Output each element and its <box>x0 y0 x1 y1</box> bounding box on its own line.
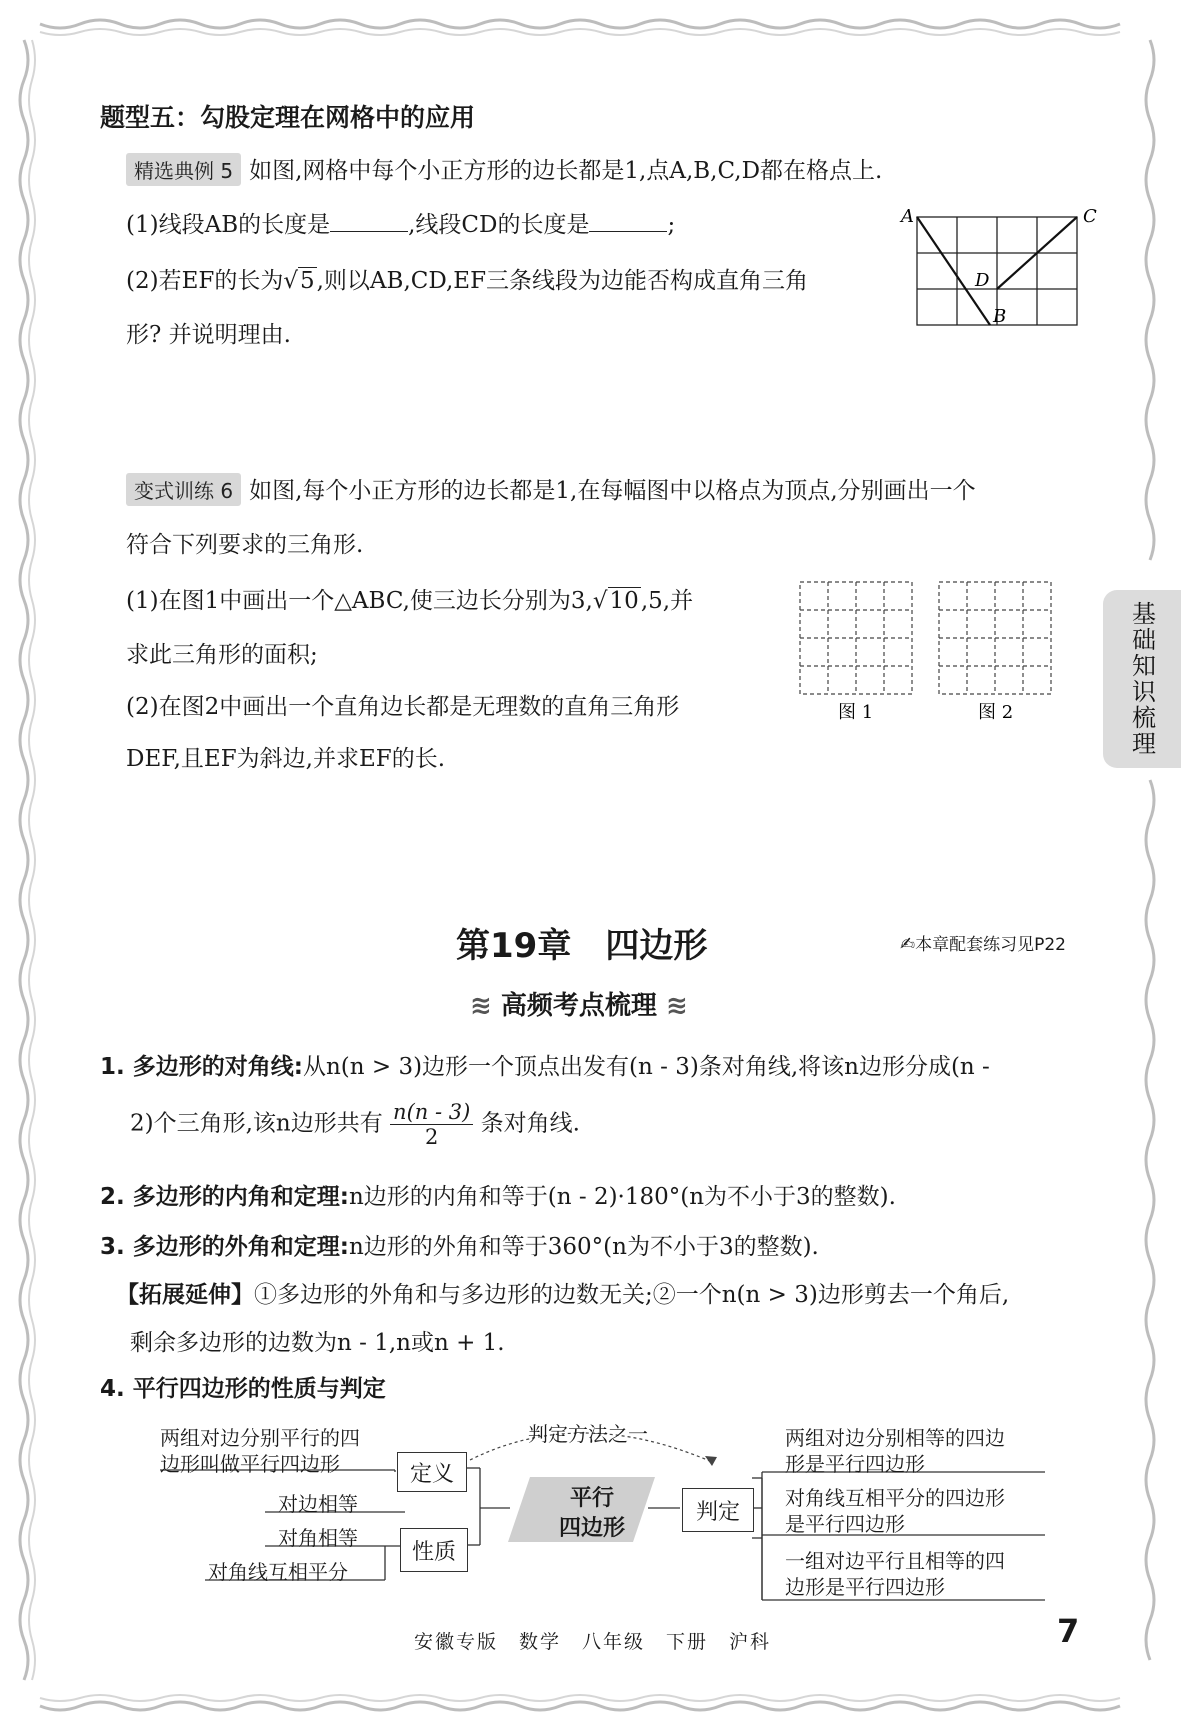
point-1-cont <box>130 1100 580 1149</box>
point-1-text-c: 条对角线. <box>480 1110 580 1137</box>
prop-text-1: 对边相等 <box>278 1492 358 1516</box>
point-3-text: n边形的外角和等于360°(n为不小于3的整数). <box>348 1234 819 1260</box>
question-2-cont: 形? 并说明理由. <box>126 322 291 348</box>
node-judgment[interactable]: 判定 <box>682 1488 754 1532</box>
diagonal-fraction <box>390 1100 473 1149</box>
subtitle-text: 高频考点梳理 <box>500 991 657 1021</box>
fig2-label: 图 2 <box>978 702 1014 723</box>
extension <box>116 1276 1009 1309</box>
footer-info: 安徽专版 数学 八年级 下册 沪科 <box>414 1631 772 1653</box>
grid-fig-1[interactable] <box>800 582 912 694</box>
wave-deco-icon: ≋ <box>470 991 492 1021</box>
q2-part-a: (2)若EF的长为 <box>126 268 284 294</box>
variant-part-1-cont: 求此三角形的面积; <box>126 642 318 668</box>
extension-head: 【拓展延伸】 <box>116 1282 254 1308</box>
judge-2-line-2: 是平行四边形 <box>785 1512 905 1536</box>
point-2 <box>100 1178 896 1211</box>
chapter-title: 第19章 四边形 <box>456 926 708 966</box>
example-line <box>126 152 882 186</box>
example-text: 如图,网格中每个小正方形的边长都是1,点A,B,C,D都在格点上. <box>249 158 883 184</box>
point-1-text-b: 2)个三角形,该n边形共有 <box>130 1110 383 1137</box>
q2-sqrt: 5 <box>299 268 315 294</box>
label-a: A <box>901 206 914 227</box>
point-4-head: 4. 平行四边形的性质与判定 <box>100 1376 386 1402</box>
judge-1-line-1: 两组对边分别相等的四边 <box>785 1426 1005 1450</box>
variant-text-1: 如图,每个小正方形的边长都是1,在每幅图中以格点为顶点,分别画出一个 <box>249 478 976 504</box>
grid-figure-abcd <box>895 200 1095 340</box>
side-tab-basic-knowledge[interactable]: 基础知识梳理 <box>1103 590 1181 768</box>
variant-part-2: (2)在图2中画出一个直角边长都是无理数的直角三角形 <box>126 694 680 720</box>
node-parallelogram[interactable] <box>542 1484 642 1544</box>
label-c: C <box>1083 206 1097 227</box>
point-1-text: 从n(n > 3)边形一个顶点出发有(n - 3)条对角线,将该n边形分成(n - <box>302 1054 990 1080</box>
question-2: (2)若EF的长为√5,则以AB,CD,EF三条线段为边能否构成直角三角 <box>126 268 809 294</box>
center-line-2: 四边形 <box>558 1516 625 1541</box>
pen-icon: ✍ <box>900 934 916 955</box>
judge-3-line-2: 边形是平行四边形 <box>785 1575 945 1599</box>
page-number: 7 <box>1057 1612 1080 1650</box>
dashed-grid-figures <box>795 580 1085 730</box>
def-text-2: 边形叫做平行四边形 <box>160 1452 340 1476</box>
extension-text-a: ①多边形的外角和与多边形的边数无关;②一个n(n > 3)边形剪去一个角后, <box>254 1282 1010 1308</box>
label-b: B <box>993 306 1007 327</box>
point-1-head: 1. 多边形的对角线: <box>100 1054 303 1080</box>
prop-text-2: 对角相等 <box>278 1526 358 1550</box>
point-2-head: 2. 多边形的内角和定理: <box>100 1184 349 1210</box>
judge-2-line-1: 对角线互相平分的四边形 <box>785 1486 1005 1510</box>
variant-line-1 <box>126 472 976 506</box>
q1-part-c: ; <box>667 212 676 238</box>
v-p1-sqrt: 10 <box>609 588 639 614</box>
frac-den: 2 <box>424 1125 439 1150</box>
v-p1-b: ,5,并 <box>640 588 694 614</box>
node-property[interactable]: 性质 <box>400 1528 468 1572</box>
practice-ref[interactable] <box>900 930 1066 955</box>
point-3-head: 3. 多边形的外角和定理: <box>100 1234 349 1260</box>
practice-ref-text: 本章配套练习见P22 <box>915 935 1066 955</box>
v-p1-a: (1)在图1中画出一个△ABC,使三边长分别为3, <box>126 588 593 614</box>
node-definition[interactable]: 定义 <box>397 1452 467 1492</box>
point-3 <box>100 1228 819 1261</box>
q1-part-b: ,线段CD的长度是 <box>408 212 590 238</box>
judge-1-line-2: 形是平行四边形 <box>785 1452 925 1476</box>
wave-deco-icon: ≋ <box>665 991 688 1021</box>
variant-part-1: (1)在图1中画出一个△ABC,使三边长分别为3,√10,5,并 <box>126 588 694 614</box>
extension-cont: 剩余多边形的边数为n - 1,n或n + 1. <box>130 1330 505 1356</box>
variant-line-2: 符合下列要求的三角形. <box>126 532 364 558</box>
grid-fig-2[interactable] <box>939 582 1051 694</box>
question-1 <box>126 206 675 239</box>
point-2-text: n边形的内角和等于(n - 2)·180°(n为不小于3的整数). <box>348 1184 896 1210</box>
center-line-1: 平行 <box>569 1486 614 1511</box>
example-tag: 精选典例 5 <box>126 153 241 186</box>
q1-part-a: (1)线段AB的长度是 <box>126 212 331 238</box>
prop-text-3: 对角线互相平分 <box>208 1560 348 1584</box>
label-d: D <box>975 270 990 291</box>
variant-tag: 变式训练 6 <box>126 473 241 506</box>
frac-num: n(n - 3) <box>390 1100 473 1125</box>
arrow-label: 判定方法之一 <box>528 1422 648 1446</box>
def-text-1: 两组对边分别平行的四 <box>160 1426 360 1450</box>
answer-blank-cd[interactable] <box>589 213 667 232</box>
answer-blank-ab[interactable] <box>330 213 408 232</box>
variant-part-2-cont: DEF,且EF为斜边,并求EF的长. <box>126 746 446 772</box>
judge-3-line-1: 一组对边平行且相等的四 <box>785 1549 1005 1573</box>
fig1-label: 图 1 <box>838 702 874 723</box>
q2-part-b: ,则以AB,CD,EF三条线段为边能否构成直角三角 <box>316 268 809 294</box>
subtitle <box>470 985 688 1022</box>
point-1 <box>100 1048 990 1081</box>
section-title: 题型五：勾股定理在网格中的应用 <box>100 103 476 132</box>
